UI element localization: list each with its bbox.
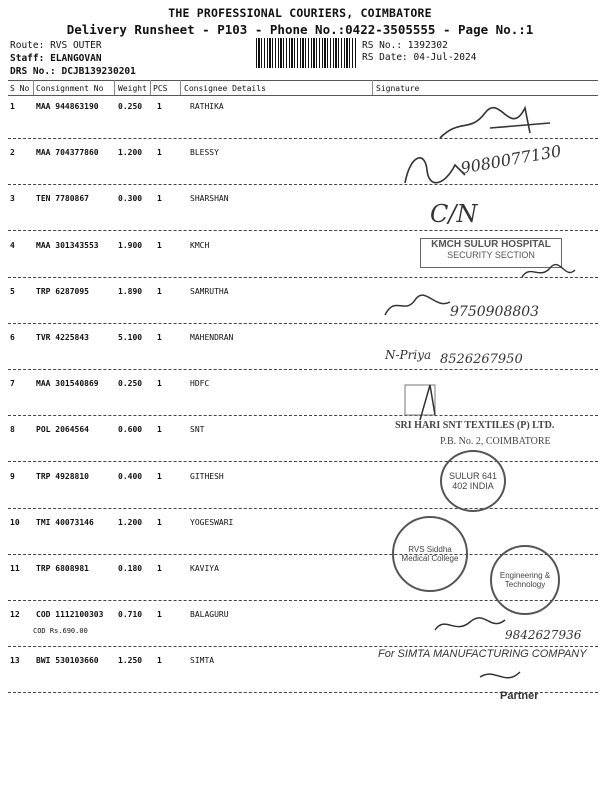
drs-line: DRS No.: DCJB139230201 xyxy=(10,66,136,77)
cell-sno: 7 xyxy=(10,379,15,389)
cell-pcs: 1 xyxy=(157,379,162,389)
cell-sno: 10 xyxy=(10,517,20,527)
cell-consignment: TRP 4928810 xyxy=(36,471,89,481)
phone-balaguru: 9842627936 xyxy=(505,628,582,642)
cell-consignment: MAA 944863190 xyxy=(36,102,99,111)
cell-pcs: 1 xyxy=(157,148,162,158)
cell-weight: 0.400 xyxy=(118,471,143,481)
phone-mahendran: 8526267950 xyxy=(440,352,523,367)
signature-samrutha xyxy=(380,290,460,320)
cell-consignee: SAMRUTHA xyxy=(190,286,229,296)
cell-pcs: 1 xyxy=(157,471,162,481)
cell-consignee: SIMTA xyxy=(190,656,215,666)
signature-balaguru xyxy=(430,610,510,640)
cell-pcs: 1 xyxy=(157,564,162,573)
snt-stamp-line1: SRI HARI SNT TEXTILES (P) LTD. xyxy=(395,420,555,431)
snt-stamp-line2: P.B. No. 2, COIMBATORE xyxy=(440,436,551,447)
signature-hdfc xyxy=(400,380,460,425)
cell-consignee: KMCH xyxy=(190,240,210,250)
cell-pcs: 1 xyxy=(157,425,162,435)
col-weight: Weight xyxy=(118,84,147,93)
col-pcs: PCS xyxy=(153,84,168,93)
cell-consignment: TRP 6287095 xyxy=(36,286,89,296)
cell-consignment: MAA 301343553 xyxy=(36,240,99,250)
cell-weight: 0.300 xyxy=(118,194,143,204)
col-sno: S No xyxy=(10,84,30,93)
cell-sno: 11 xyxy=(10,564,20,573)
sulur-post-stamp: SULUR 641 402 INDIA xyxy=(440,450,506,512)
cell-consignee: BALAGURU xyxy=(190,610,229,620)
cell-pcs: 1 xyxy=(157,610,162,620)
cell-consignee: MAHENDRAN xyxy=(190,333,234,342)
cell-consignee: HDFC xyxy=(190,379,210,389)
signature-sharshan: C/N xyxy=(430,200,478,228)
company-name: THE PROFESSIONAL COURIERS, COIMBATORE xyxy=(168,6,432,20)
cell-consignment: TMI 40073146 xyxy=(36,517,94,527)
row-divider xyxy=(8,277,598,278)
cell-consignment: BWI 530103660 xyxy=(36,656,99,666)
cell-consignee: KAVIYA xyxy=(190,564,219,573)
cell-weight: 0.600 xyxy=(118,425,143,435)
cell-consignee: RATHIKA xyxy=(190,102,224,111)
cell-consignment: TRP 6808981 xyxy=(36,564,89,573)
phone-blessy: 9080077130 xyxy=(459,141,563,178)
cell-pcs: 1 xyxy=(157,102,162,111)
header-rule xyxy=(8,95,598,96)
cell-sno: 1 xyxy=(10,102,15,111)
college-stamp: RVS Siddha Medical College xyxy=(392,516,468,592)
row-divider xyxy=(8,508,598,509)
table-top-rule xyxy=(8,80,598,81)
rs-date-value: 04-Jul-2024 xyxy=(413,52,477,63)
col-divider xyxy=(180,80,181,95)
cell-pcs: 1 xyxy=(157,286,162,296)
row-divider xyxy=(8,230,598,231)
simta-stamp-line2: Partner xyxy=(500,690,539,702)
cell-consignee: SNT xyxy=(190,425,205,435)
cell-pcs: 1 xyxy=(157,333,162,342)
cell-consignment: TEN 7780867 xyxy=(36,194,89,204)
cell-weight: 5.100 xyxy=(118,333,143,342)
cell-consignee: GITHESH xyxy=(190,471,224,481)
row-divider xyxy=(8,323,598,324)
cell-sno: 9 xyxy=(10,471,15,481)
rs-no-value: 1392302 xyxy=(407,40,448,51)
cell-consignee: BLESSY xyxy=(190,148,219,158)
col-divider xyxy=(114,80,115,95)
drs-value: DCJB139230201 xyxy=(61,66,136,77)
cell-weight: 1.250 xyxy=(118,656,143,666)
cell-consignee: YOGESWARI xyxy=(190,517,234,527)
cell-consignment: TVR 4225843 xyxy=(36,333,89,342)
staff-value: ELANGOVAN xyxy=(50,53,102,64)
cell-sno: 12 xyxy=(10,610,20,620)
cell-pcs: 1 xyxy=(157,240,162,250)
engineering-stamp: Engineering & Technology xyxy=(490,545,560,615)
rs-date-line: RS Date: 04-Jul-2024 xyxy=(362,52,477,63)
route-line: Route: RVS OUTER xyxy=(10,40,102,51)
cell-consignment: MAA 704377860 xyxy=(36,148,99,158)
cell-weight: 0.180 xyxy=(118,564,143,573)
kmch-stamp: KMCH SULUR HOSPITAL SECURITY SECTION xyxy=(420,238,562,268)
cell-sno: 8 xyxy=(10,425,15,435)
col-divider xyxy=(372,80,373,95)
cell-weight: 0.250 xyxy=(118,379,143,389)
cell-consignment: COD 1112100303 xyxy=(36,610,104,620)
cell-pcs: 1 xyxy=(157,656,162,666)
rs-no-line: RS No.: 1392302 xyxy=(362,40,448,51)
row-divider xyxy=(8,415,598,416)
cell-weight: 1.900 xyxy=(118,240,143,250)
cell-weight: 1.200 xyxy=(118,517,143,527)
cell-consignee: SHARSHAN xyxy=(190,194,229,204)
cell-sno: 4 xyxy=(10,240,15,250)
col-divider xyxy=(33,80,34,95)
barcode xyxy=(256,38,356,68)
signature-simta xyxy=(475,662,535,692)
cell-sno: 5 xyxy=(10,286,15,296)
cod-note: COD Rs.690.00 xyxy=(33,627,88,636)
row-divider xyxy=(8,461,598,462)
cell-weight: 0.710 xyxy=(118,610,143,620)
cell-weight: 1.200 xyxy=(118,148,143,158)
cell-pcs: 1 xyxy=(157,194,162,204)
cell-consignment: POL 2064564 xyxy=(36,425,89,435)
col-consignment: Consignment No xyxy=(36,84,104,93)
row-divider xyxy=(8,184,598,185)
cell-pcs: 1 xyxy=(157,517,162,527)
cell-weight: 0.250 xyxy=(118,102,143,111)
cell-sno: 2 xyxy=(10,148,15,158)
cell-sno: 3 xyxy=(10,194,15,204)
row-divider xyxy=(8,369,598,370)
signature-kmch xyxy=(520,262,580,282)
col-divider xyxy=(150,80,151,95)
simta-stamp-line1: For SIMTA MANUFACTURING COMPANY xyxy=(378,648,587,660)
signature-mahendran: N-Priya xyxy=(385,348,432,362)
runsheet-title: Delivery Runsheet - P103 - Phone No.:0422-3505555 - Page No.:1 xyxy=(66,22,534,37)
cell-sno: 6 xyxy=(10,333,15,342)
col-consignee: Consignee Details xyxy=(184,84,266,93)
route-value: RVS OUTER xyxy=(50,40,102,51)
cell-weight: 1.890 xyxy=(118,286,143,296)
col-signature: Signature xyxy=(376,84,420,93)
cell-sno: 13 xyxy=(10,656,20,666)
phone-samrutha: 9750908803 xyxy=(450,304,540,320)
cell-consignment: MAA 301540869 xyxy=(36,379,99,389)
signature-rathika xyxy=(430,98,570,148)
staff-line: Staff: ELANGOVAN xyxy=(10,53,102,64)
